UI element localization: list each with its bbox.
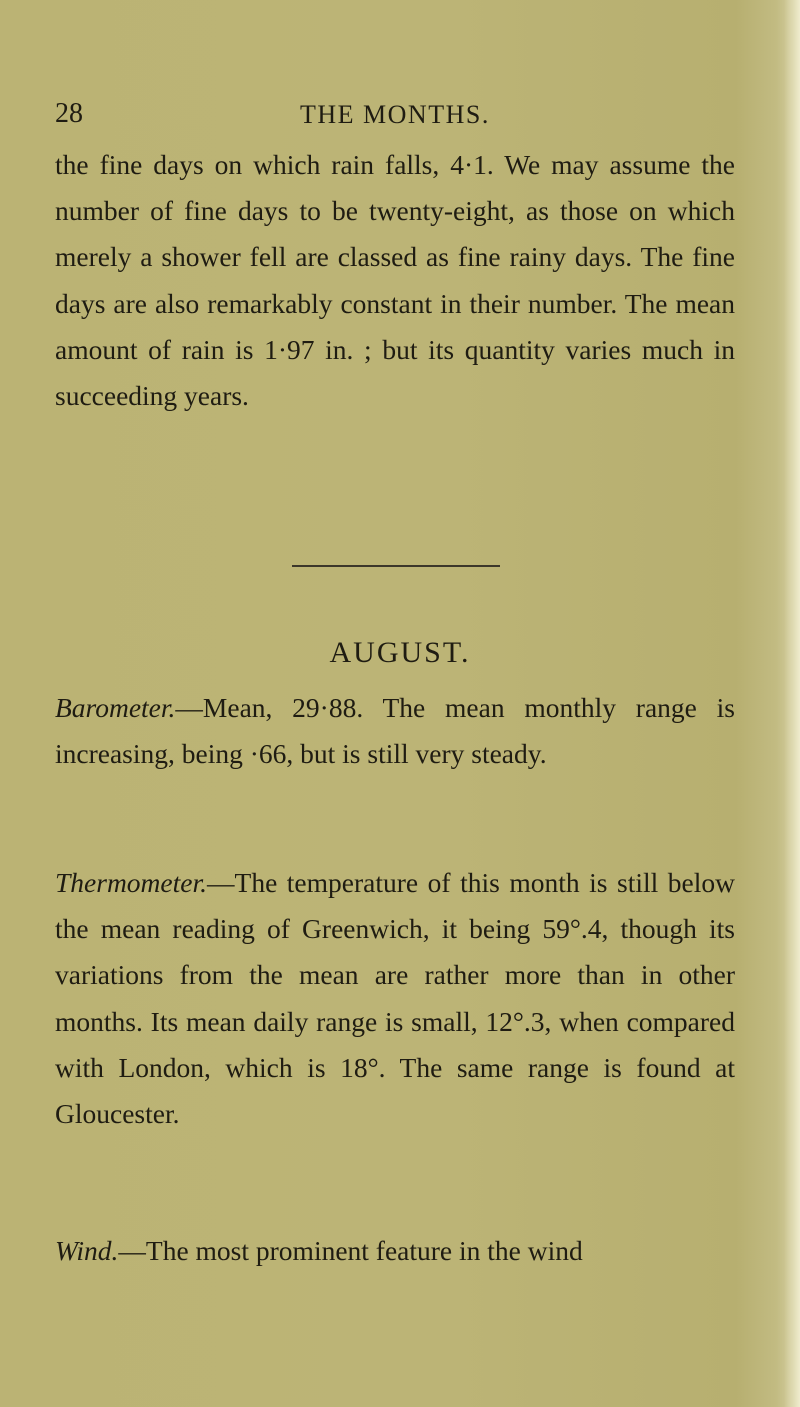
thermometer-label: Thermometer. [55, 867, 208, 898]
wind-text: —The most prominent feature in the wind [118, 1235, 583, 1266]
running-head: THE MONTHS. [300, 100, 490, 129]
barometer-text: —Mean, 29·88. The mean monthly range is increasing, being ·66, but is still very steady. [55, 692, 735, 770]
page-number: 28 [55, 98, 83, 129]
thermometer-text: —The temperature of this month is still below the mean reading of Greenwich, it being 59°.4, though its variations from the mean are rather more than in other months. Its mean daily range is small, 12°.3, when compared with London, which is 18°. The same range is found at Gloucester. [55, 867, 735, 1130]
wind-label: Wind. [55, 1235, 119, 1266]
page-header [0, 98, 800, 138]
paragraph-barometer [55, 685, 735, 777]
barometer-label: Barometer. [55, 692, 176, 723]
paragraph-rain: the fine days on which rain falls, 4·1. We may assume the number of fine days to be twenty-eight, as those on which merely a shower fell are classed as fine rainy days. The fine days are also remarkably constant in their number. The mean amount of rain is 1·97 in. ; but its quantity varies much in succeeding years. [55, 149, 735, 412]
paragraph-wind [55, 1228, 735, 1274]
page-edge [784, 0, 800, 1407]
section-divider [292, 565, 500, 567]
paragraph-thermometer [55, 860, 735, 1137]
section-title: AUGUST. [329, 636, 471, 669]
